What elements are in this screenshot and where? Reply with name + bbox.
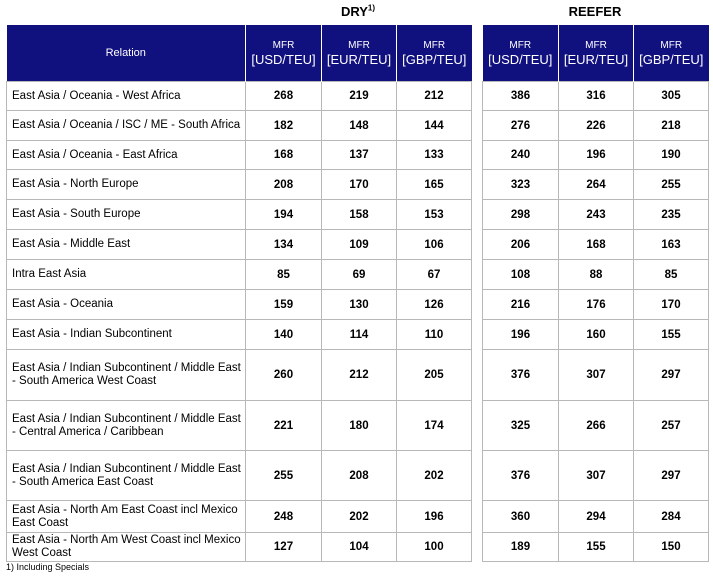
dry-table-body (7, 82, 472, 562)
relation-cell: East Asia / Indian Subcontinent / Middle East - South America East Coast (7, 451, 246, 501)
reefer-rate-cell: 88 (559, 260, 634, 290)
table-row (7, 111, 472, 141)
reefer-rate-cell: 266 (559, 401, 634, 451)
table-row (7, 501, 472, 533)
table-row (7, 82, 472, 111)
reefer-rate-cell: 284 (634, 501, 709, 533)
footnote: 1) Including Specials (6, 562, 90, 572)
dry-rate-cell: 180 (322, 401, 397, 451)
table-row (7, 170, 472, 200)
reefer-rates-table (482, 25, 709, 562)
reefer-rate-cell: 85 (634, 260, 709, 290)
table-row (483, 170, 709, 200)
dry-rate-cell: 168 (246, 141, 322, 170)
reefer-rate-cell: 150 (634, 533, 709, 562)
table-row (7, 230, 472, 260)
table-row (483, 320, 709, 350)
dry-rate-cell: 104 (322, 533, 397, 562)
unit-header-bottom: [USD/TEU] (251, 51, 316, 67)
dry-rate-cell: 158 (322, 200, 397, 230)
dry-rate-cell: 109 (322, 230, 397, 260)
reefer-group-title: REEFER (568, 4, 622, 19)
reefer-rate-cell: 316 (559, 82, 634, 111)
dry-rate-cell: 137 (322, 141, 397, 170)
dry-rate-cell: 126 (397, 290, 472, 320)
table-row (483, 260, 709, 290)
dry-rate-cell: 85 (246, 260, 322, 290)
reefer-rate-cell: 307 (559, 451, 634, 501)
relation-cell: East Asia - North Europe (7, 170, 246, 200)
table-row (7, 533, 472, 562)
table-row (7, 141, 472, 170)
relation-cell: East Asia / Oceania - East Africa (7, 141, 246, 170)
dry-rate-cell: 110 (397, 320, 472, 350)
reefer-rate-cell: 206 (483, 230, 559, 260)
relation-cell: East Asia - North Am West Coast incl Mexico West Coast (7, 533, 246, 562)
table-row (7, 320, 472, 350)
dry-rate-cell: 67 (397, 260, 472, 290)
reefer-rate-cell: 294 (559, 501, 634, 533)
relation-cell: East Asia / Oceania / ISC / ME - South Africa (7, 111, 246, 141)
reefer-rate-cell: 305 (634, 82, 709, 111)
unit-header-bottom: [EUR/TEU] (563, 51, 629, 67)
unit-header-bottom: [EUR/TEU] (326, 51, 392, 67)
reefer-rate-cell: 235 (634, 200, 709, 230)
reefer-rate-cell: 264 (559, 170, 634, 200)
table-row (7, 260, 472, 290)
reefer-rate-cell: 307 (559, 350, 634, 401)
dry-unit-header (397, 25, 472, 82)
unit-header-top: MFR (272, 39, 295, 51)
reefer-rate-cell: 218 (634, 111, 709, 141)
dry-rate-cell: 268 (246, 82, 322, 111)
dry-rate-cell: 182 (246, 111, 322, 141)
unit-header-top: MFR (348, 39, 370, 51)
dry-rate-cell: 202 (322, 501, 397, 533)
dry-rate-cell: 148 (322, 111, 397, 141)
relation-cell: East Asia / Indian Subcontinent / Middle East - South America West Coast (7, 350, 246, 401)
dry-rate-cell: 114 (322, 320, 397, 350)
relation-cell: Intra East Asia (7, 260, 246, 290)
table-row (483, 200, 709, 230)
reefer-rate-cell: 196 (483, 320, 559, 350)
dry-rate-cell: 153 (397, 200, 472, 230)
dry-rate-cell: 221 (246, 401, 322, 451)
table-row (483, 451, 709, 501)
table-row (7, 290, 472, 320)
unit-header-top: MFR (660, 39, 683, 51)
reefer-rate-cell: 276 (483, 111, 559, 141)
table-row (483, 533, 709, 562)
relation-cell: East Asia - South Europe (7, 200, 246, 230)
reefer-unit-header (559, 25, 634, 82)
reefer-rate-cell: 216 (483, 290, 559, 320)
unit-header-top: MFR (423, 39, 446, 51)
reefer-rate-cell: 196 (559, 141, 634, 170)
reefer-rate-cell: 255 (634, 170, 709, 200)
reefer-rate-cell: 298 (483, 200, 559, 230)
dry-rate-cell: 170 (322, 170, 397, 200)
dry-rate-cell: 248 (246, 501, 322, 533)
table-row (7, 200, 472, 230)
dry-rate-cell: 106 (397, 230, 472, 260)
dry-rate-cell: 255 (246, 451, 322, 501)
dry-header-row (7, 25, 472, 82)
reefer-rate-cell: 190 (634, 141, 709, 170)
dry-rate-cell: 194 (246, 200, 322, 230)
relation-cell: East Asia - Indian Subcontinent (7, 320, 246, 350)
reefer-rate-cell: 170 (634, 290, 709, 320)
relation-header: Relation (7, 25, 246, 82)
relation-cell: East Asia / Oceania - West Africa (7, 82, 246, 111)
reefer-header-row (483, 25, 709, 82)
reefer-rate-cell: 160 (559, 320, 634, 350)
dry-rate-cell: 196 (397, 501, 472, 533)
relation-cell: East Asia - North Am East Coast incl Mexico East Coast (7, 501, 246, 533)
dry-rate-cell: 165 (397, 170, 472, 200)
reefer-rate-cell: 376 (483, 350, 559, 401)
table-row (483, 290, 709, 320)
dry-rate-cell: 100 (397, 533, 472, 562)
dry-rate-cell: 134 (246, 230, 322, 260)
dry-rate-cell: 159 (246, 290, 322, 320)
dry-rate-cell: 260 (246, 350, 322, 401)
reefer-rate-cell: 240 (483, 141, 559, 170)
reefer-rate-cell: 189 (483, 533, 559, 562)
relation-cell: East Asia - Middle East (7, 230, 246, 260)
table-row (483, 350, 709, 401)
dry-rate-cell: 212 (397, 82, 472, 111)
reefer-rate-cell: 226 (559, 111, 634, 141)
reefer-rate-cell: 297 (634, 451, 709, 501)
unit-header-top: MFR (585, 39, 607, 51)
unit-header-bottom: [USD/TEU] (488, 51, 553, 67)
table-row (483, 230, 709, 260)
dry-rates-table (6, 25, 472, 562)
table-row (7, 350, 472, 401)
table-row (483, 501, 709, 533)
reefer-unit-header (634, 25, 709, 82)
dry-rate-cell: 140 (246, 320, 322, 350)
table-row (7, 401, 472, 451)
reefer-table-body (483, 82, 709, 562)
dry-rate-cell: 212 (322, 350, 397, 401)
dry-group-title (245, 4, 471, 19)
relation-cell: East Asia - Oceania (7, 290, 246, 320)
dry-rate-cell: 127 (246, 533, 322, 562)
reefer-rate-cell: 376 (483, 451, 559, 501)
reefer-rate-cell: 323 (483, 170, 559, 200)
dry-rate-cell: 219 (322, 82, 397, 111)
reefer-rate-cell: 155 (559, 533, 634, 562)
unit-header-top: MFR (509, 39, 532, 51)
relation-cell: East Asia / Indian Subcontinent / Middle East - Central America / Caribbean (7, 401, 246, 451)
table-row (483, 82, 709, 111)
dry-rate-cell: 205 (397, 350, 472, 401)
table-row (483, 111, 709, 141)
reefer-unit-header (483, 25, 559, 82)
dry-rate-cell: 208 (322, 451, 397, 501)
reefer-rate-cell: 108 (483, 260, 559, 290)
dry-rate-cell: 202 (397, 451, 472, 501)
dry-unit-header (246, 25, 322, 82)
table-row (7, 451, 472, 501)
reefer-rate-cell: 325 (483, 401, 559, 451)
reefer-rate-cell: 163 (634, 230, 709, 260)
reefer-rate-cell: 243 (559, 200, 634, 230)
dry-label: DRY (340, 4, 368, 19)
dry-rate-cell: 130 (322, 290, 397, 320)
dry-rate-cell: 174 (397, 401, 472, 451)
dry-rate-cell: 69 (322, 260, 397, 290)
reefer-rate-cell: 257 (634, 401, 709, 451)
reefer-rate-cell: 176 (559, 290, 634, 320)
reefer-rate-cell: 360 (483, 501, 559, 533)
dry-rate-cell: 133 (397, 141, 472, 170)
reefer-rate-cell: 297 (634, 350, 709, 401)
dry-rate-cell: 208 (246, 170, 322, 200)
reefer-rate-cell: 386 (483, 82, 559, 111)
reefer-rate-cell: 155 (634, 320, 709, 350)
unit-header-bottom: [GBP/TEU] (402, 51, 467, 67)
unit-header-bottom: [GBP/TEU] (639, 51, 704, 67)
dry-footnote-marker: 1) (367, 3, 376, 13)
dry-unit-header (322, 25, 397, 82)
dry-rate-cell: 144 (397, 111, 472, 141)
table-row (483, 401, 709, 451)
reefer-rate-cell: 168 (559, 230, 634, 260)
table-row (483, 141, 709, 170)
